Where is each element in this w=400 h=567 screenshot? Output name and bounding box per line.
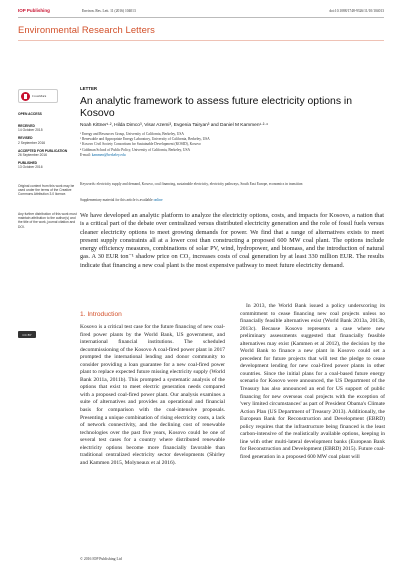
paragraph: Kosovo is a critical test case for the future financing of new coal-fired power plants by the World Bank, US government, and international financial institutions. The scheduled decommissioning of the Kosovo A coal-fired power plant in 2017 prompted the international lending and donor community to consider providing a loan guarantee for a new coal-fired power plant to replace expected future missing electricity supply (World Bank 2011a, 2011b). This prompted a systematic analysis of the options that exist to meet electric generation needs compared with a proposed coal-fired power plant. Our analysis examines a suite of alternatives and provides an operational and financial basis for comparison with the coal-intensive proposals. Presenting a unique combination of rising electricity costs, a lack of network connectivity, and the declining cost of renewable technologies over the past five years, Kosovo could be one of several test cases for a country where distributed renewable electricity options become more financially favorable than traditional centralized electricity sector developments (Shirley and Kammen 2015, Molyneaux et al 2016). (80, 324, 225, 466)
affiliation-2: ² Renewable and Appropriate Energy Laboratory, University of California, Berkeley, USA (80, 137, 210, 142)
journal-rule (18, 40, 384, 41)
dates-block: RECEIVED 14 October 2015 REVISED 2 September 2016 ACCEPTED FOR PUBLICATION 26 September 2016 PUBLISHED 13 October 2016 (18, 124, 78, 170)
received-date: 14 October 2015 (18, 128, 43, 133)
supplementary-link[interactable]: online (153, 198, 163, 202)
authors-line: Noah Kittner¹·², Hilda Dimco³, Visar Azemi³, Evgenia Tairyan³ and Daniel M Kammen¹·²·⁴ (80, 123, 268, 128)
affiliation-3: ³ Kosovo Civil Society Consortium for Sustainable Development (KOSID), Kosovo (80, 142, 201, 147)
affiliations: ¹ Energy and Resources Group, University of California, Berkeley, USA ² Renewable and Appropriate Energy Laboratory, University of California, Berkeley, USA ³ Kosovo Civil Society Consortium for Sustainable Development (KOSID), Kosovo ⁴ Goldman School of Public Policy, University of California, Berkeley, USA E-mail: kammen@berkeley.edu (80, 132, 384, 158)
distribution-note: Any further distribution of this work must maintain attribution to the author(s) and the title of the work, journal citation and DOI. (18, 212, 77, 229)
published-date: 13 October 2016 (18, 165, 43, 170)
section-heading-introduction: 1. Introduction (80, 311, 122, 318)
affiliation-4: ⁴ Goldman School of Public Policy, University of California, Berkeley, USA (80, 147, 191, 152)
crossmark-badge[interactable]: CrossMark (18, 89, 58, 103)
publisher-logo: IOP Publishing (18, 8, 50, 13)
copyright-footer: © 2016 IOP Publishing Ltd (80, 557, 122, 561)
intro-column-2 (240, 303, 385, 461)
article-title: An analytic framework to assess future electricity options in Kosovo (80, 96, 353, 119)
cc-license-badge[interactable]: CC BY (18, 331, 36, 338)
abstract-text: We have developed an analytic platform to analyze the electricity options, costs, and impacts for Kosovo, a nation that is a critical part of the debate over centralized versus distributed electricity generation and the role of fossil fuels versus cleaner electricity options to meet growing demands for power. We find that a range of alternatives exists to meet present supply constraints all at a lower cost than constructing a proposed 600 MW coal plant. The options include energy efficiency measures, combinations of solar PV, wind, hydropower, and biomass, and the introduction of natural gas. A 30 EUR ton⁻¹ shadow price on CO₂ increases costs of coal generation by at least 330 million EUR. The results indicate that financing a new coal plant is the most expensive pathway to meet future electricity demand. (80, 212, 384, 269)
intro-column-1 (80, 324, 225, 467)
keywords: Keywords: electricity supply and demand, Kosovo, coal financing, sustainable electricity, electricity pathways, South East Europe, economics in transition (80, 182, 303, 186)
doi-link[interactable]: doi:10.1088/1748-9326/11/10/104013 (329, 9, 384, 13)
crossmark-icon (21, 92, 30, 101)
affiliation-1: ¹ Energy and Resources Group, University of California, Berkeley, USA (80, 132, 184, 136)
journal-citation: Environ. Res. Lett. 11 (2016) 104013 (82, 9, 136, 13)
running-header (18, 6, 384, 16)
open-access-block (18, 112, 78, 116)
license-note: Original content from this work may be used under the terms of the Creative Commons Attribution 3.0 licence. (18, 184, 75, 197)
article-type: LETTER (80, 86, 98, 91)
supplementary-note: Supplementary material for this article is available online (80, 198, 163, 202)
email-link[interactable]: kammen@berkeley.edu (91, 152, 126, 157)
journal-name: Environmental Research Letters (18, 24, 155, 35)
open-access-label: OPEN ACCESS (18, 112, 42, 116)
paragraph: In 2013, the World Bank issued a policy underscoring its commitment to cease financing new coal projects unless no financially feasible alternatives exist (World Bank 2013a, 2013b, 2013c). Because Kosovo represents a case where new preliminary assessments suggested that financially feasible alternatives may exist (Kammen et al 2012), the decision by the World Bank to finance a new plant in Kosovo could set a precedent for future projects that will test the pledge to cease development lending for new coal-fired power plants in other countries. Since the initial plans for a coal-based future energy scenario for Kosovo were announced, the US Department of the Treasury has also announced an end for US support of public financing for new overseas coal projects with the exception of 'very limited circumstances' as part of President Obama's Climate Action Plan (US Department of Treasury 2013). Additionally, the European Bank for Reconstruction and Development (EBRD) policy requires that the infrastructure being financed is the least carbon-intensive of the realistically available options, keeping in line with other multi-lateral development banks (European Bank for Reconstruction and Development (EBRD) 2015). Future coal-fired generation in a proposed 600 MW coal plant will (240, 303, 385, 460)
revised-date: 2 September 2016 (18, 140, 46, 145)
accepted-date: 26 September 2016 (18, 153, 47, 158)
header-rule (18, 17, 384, 18)
